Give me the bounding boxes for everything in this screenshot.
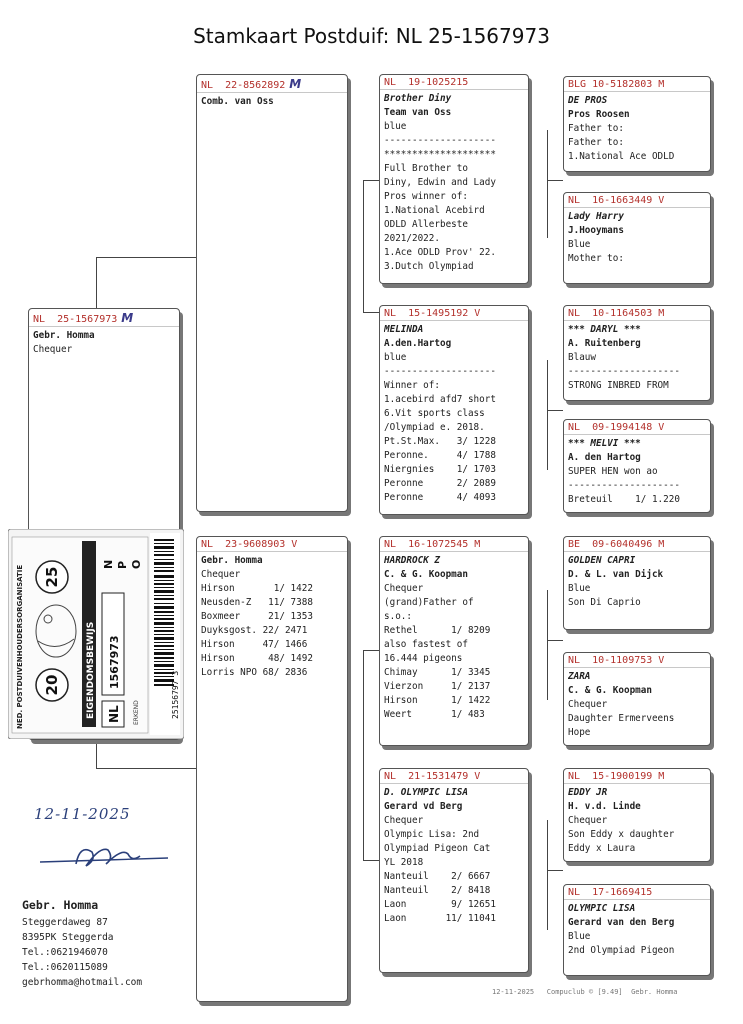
signature-icon xyxy=(36,838,176,874)
text-line: 1.acebird afd7 short xyxy=(384,394,496,405)
owner-name: Gebr. Homma xyxy=(22,898,99,912)
ring-number: NL 19-1025215 xyxy=(380,75,528,90)
text-line: Chimay 1/ 3345 xyxy=(384,667,491,678)
text-line: Neusden-Z 11/ 7388 xyxy=(201,597,313,608)
ring-number: NL 17-1669415 xyxy=(564,885,710,900)
breeder: Pros Roosen xyxy=(568,109,630,120)
connector xyxy=(96,257,97,308)
connector xyxy=(547,640,563,641)
connector xyxy=(96,768,196,769)
org-letter-p: P xyxy=(116,560,129,569)
card-body xyxy=(197,93,347,111)
breeder: C. & G. Koopman xyxy=(384,569,468,580)
text-line: -------------------- xyxy=(568,366,680,377)
text-line: Son Di Caprio xyxy=(568,597,641,608)
breeder: Gebr. Homma xyxy=(33,330,95,341)
text-line: Chequer xyxy=(568,815,608,826)
ring-number: NL 10-1109753 V xyxy=(564,653,710,668)
organisation-name: NED. POSTDUIVENHOUDERSORGANISATIE xyxy=(16,564,24,729)
breeder: A. Ruitenberg xyxy=(568,338,641,349)
ring-year-left: 20 xyxy=(43,674,61,696)
pigeon-name: *** MELVI *** xyxy=(568,438,641,449)
ring-subtitle: ERKEND xyxy=(133,700,140,725)
connector xyxy=(547,870,563,871)
great-grandparent-card xyxy=(563,652,711,746)
connector xyxy=(363,180,379,181)
card-body xyxy=(197,552,347,682)
ring-number: 1567973 xyxy=(108,635,121,689)
text-line: Rethel 1/ 8209 xyxy=(384,625,491,636)
granddam-card xyxy=(379,768,529,973)
text-line: 1.National Ace ODLD xyxy=(568,151,675,162)
card-body xyxy=(380,90,528,276)
text-line: Hirson 1/ 1422 xyxy=(201,583,313,594)
ring-number: NL 15-1495192 V xyxy=(380,306,528,321)
owner-phone-2: Tel.:0620115089 xyxy=(22,962,108,973)
breeder: C. & G. Koopman xyxy=(568,685,652,696)
pigeon-name: GOLDEN CAPRI xyxy=(568,555,636,566)
card-body xyxy=(564,552,710,612)
text-line: Vierzon 1/ 2137 xyxy=(384,681,491,692)
text-line: /Olympiad e. 2018. xyxy=(384,422,485,433)
card-body xyxy=(380,552,528,724)
footer-print-info: 12-11-2025 Compuclub © [9.49] Gebr. Homma xyxy=(492,988,678,996)
pigeon-name: D. OLYMPIC LISA xyxy=(384,787,468,798)
connector xyxy=(96,740,97,768)
breeder: A.den.Hartog xyxy=(384,338,452,349)
connector xyxy=(96,257,196,258)
breeder: Team van Oss xyxy=(384,107,452,118)
connector xyxy=(363,312,379,313)
card-body xyxy=(564,208,710,268)
pigeon-name: OLYMPIC LISA xyxy=(568,903,636,914)
connector xyxy=(547,410,563,411)
card-body xyxy=(564,321,710,395)
text-line: Laon 11/ 11041 xyxy=(384,913,496,924)
text-line: SUPER HEN won ao xyxy=(568,466,658,477)
breeder: J.Hooymans xyxy=(568,225,624,236)
text-line: Chequer xyxy=(384,583,424,594)
text-line: Boxmeer 21/ 1353 xyxy=(201,611,313,622)
card-body xyxy=(29,327,179,359)
text-line: Peronne 4/ 4093 xyxy=(384,492,496,503)
card-body xyxy=(564,784,710,858)
text-line: Eddy x Laura xyxy=(568,843,636,854)
pigeon-name: Brother Diny xyxy=(384,93,452,104)
text-line: 2021/2022. xyxy=(384,233,440,244)
org-letter-o: O xyxy=(130,559,143,569)
ring-number: NL 16-1663449 V xyxy=(564,193,710,208)
ring-number: NL 23-9608903 V xyxy=(197,537,347,552)
page-title: Stamkaart Postduif: NL 25-1567973 xyxy=(193,24,550,48)
connector xyxy=(547,590,548,700)
ring-number: NL 22-8562892 xyxy=(201,80,286,91)
text-line: Blue xyxy=(568,931,591,942)
breeder: Gerard vd Berg xyxy=(384,801,463,812)
text-line: YL 2018 xyxy=(384,857,424,868)
breeder: D. & L. van Dijck xyxy=(568,569,664,580)
pigeon-name: *** DARYL *** xyxy=(568,324,641,335)
text-line: 3.Dutch Olympiad xyxy=(384,261,474,272)
connector xyxy=(547,180,563,181)
sex-mark: M xyxy=(289,77,302,91)
pigeon-name: MELINDA xyxy=(384,324,424,335)
ring-number: NL 15-1900199 M xyxy=(564,769,710,784)
great-grandparent-card xyxy=(563,768,711,862)
ring-number: NL 10-1164503 M xyxy=(564,306,710,321)
text-line: Laon 9/ 12651 xyxy=(384,899,496,910)
text-line: Hirson 1/ 1422 xyxy=(384,695,491,706)
ring-country: NL xyxy=(107,705,121,723)
great-grandparent-card xyxy=(563,884,711,976)
text-line: Hirson 48/ 1492 xyxy=(201,653,313,664)
ownership-ring-card xyxy=(8,529,184,739)
sire-card xyxy=(196,74,348,512)
connector xyxy=(363,650,364,860)
text-line: Peronne. 4/ 1788 xyxy=(384,450,496,461)
card-body xyxy=(564,668,710,742)
great-grandparent-card xyxy=(563,419,711,513)
text-line: Blue xyxy=(568,583,591,594)
breeder: Comb. van Oss xyxy=(201,96,274,107)
text-line: Peronne 2/ 2089 xyxy=(384,478,496,489)
document-type: EIGENDOMSBEWIJS xyxy=(86,621,96,719)
text-line: Breteuil 1/ 1.220 xyxy=(568,494,680,505)
owner-email: gebrhomma@hotmail.com xyxy=(22,977,143,988)
text-line: Blauw xyxy=(568,352,596,363)
card-body xyxy=(564,435,710,509)
connector xyxy=(363,860,379,861)
ring-number: NL 09-1994148 V xyxy=(564,420,710,435)
great-grandparent-card xyxy=(563,536,711,630)
text-line: 2nd Olympiad Pigeon xyxy=(568,945,675,956)
text-line: Weert 1/ 483 xyxy=(384,709,485,720)
great-grandparent-card xyxy=(563,192,711,284)
text-line: blue xyxy=(384,121,407,132)
pigeon-name: ZARA xyxy=(568,671,591,682)
pigeon-name: Lady Harry xyxy=(568,211,624,222)
color: Chequer xyxy=(33,344,73,355)
owner-street: Steggerdaweg 87 xyxy=(22,917,108,928)
text-line: 6.Vit sports class xyxy=(384,408,485,419)
grandsire-dam-card xyxy=(379,305,529,515)
ring-number: NL 16-1072545 M xyxy=(380,537,528,552)
text-line: 1.Ace ODLD Prov' 22. xyxy=(384,247,496,258)
text-line: Hirson 47/ 1466 xyxy=(201,639,308,650)
pigeon-name: EDDY JR xyxy=(568,787,608,798)
great-grandparent-card xyxy=(563,305,711,401)
granddam-sire-card xyxy=(379,536,529,746)
connector xyxy=(363,180,364,312)
text-line: Mother to: xyxy=(568,253,624,264)
text-line: also fastest of xyxy=(384,639,468,650)
ring-number: BLG 10-5182803 M xyxy=(564,77,710,92)
text-line: 1.National Acebird xyxy=(384,205,485,216)
text-line: Chequer xyxy=(384,815,424,826)
text-line: s.o.: xyxy=(384,611,412,622)
text-line: STRONG INBRED FROM xyxy=(568,380,669,391)
pigeon-name: DE PROS xyxy=(568,95,608,106)
text-line: -------------------- xyxy=(568,480,680,491)
dam-card xyxy=(196,536,348,1002)
connector xyxy=(547,130,548,238)
owner-address xyxy=(22,898,142,990)
text-line: Olympic Lisa: 2nd xyxy=(384,829,480,840)
text-line: Chequer xyxy=(568,699,608,710)
ring-year-right: 25 xyxy=(43,566,61,588)
breeder: Gerard van den Berg xyxy=(568,917,675,928)
breeder: Gebr. Homma xyxy=(201,555,263,566)
ring-number: NL 25-1567973 xyxy=(33,314,118,325)
text-line: Father to: xyxy=(568,123,624,134)
handwritten-date: 12-11-2025 xyxy=(34,805,131,823)
sex-mark: M xyxy=(121,311,134,325)
owner-phone-1: Tel.:0621946070 xyxy=(22,947,108,958)
text-line: Son Eddy x daughter xyxy=(568,829,675,840)
ring-number: NL 21-1531479 V xyxy=(380,769,528,784)
text-line: ODLD Allerbeste xyxy=(384,219,468,230)
text-line: -------------------- xyxy=(384,135,496,146)
breeder: H. v.d. Linde xyxy=(568,801,641,812)
card-body xyxy=(564,900,710,960)
card-body xyxy=(380,784,528,928)
text-line: Niergnies 1/ 1703 xyxy=(384,464,496,475)
text-line: Winner of: xyxy=(384,380,440,391)
text-line: blue xyxy=(384,352,407,363)
text-line: Full Brother to xyxy=(384,163,468,174)
text-line: (grand)Father of xyxy=(384,597,474,608)
owner-city: 8395PK Steggerda xyxy=(22,932,114,943)
text-line: Lorris NPO 68/ 2836 xyxy=(201,667,308,678)
text-line: Olympiad Pigeon Cat xyxy=(384,843,491,854)
ring-number: BE 09-6040496 M xyxy=(564,537,710,552)
barcode-number: 25156797 3 xyxy=(171,670,180,719)
text-line: ******************** xyxy=(384,149,496,160)
text-line: Duyksgost. 22/ 2471 xyxy=(201,625,308,636)
text-line: Pros winner of: xyxy=(384,191,468,202)
connector xyxy=(547,820,548,930)
text-line: Pt.St.Max. 3/ 1228 xyxy=(384,436,496,447)
text-line: Hope xyxy=(568,727,591,738)
text-line: Diny, Edwin and Lady xyxy=(384,177,496,188)
connector xyxy=(547,360,548,470)
text-line: Daughter Ermerveens xyxy=(568,713,675,724)
grandsire-card xyxy=(379,74,529,284)
card-body xyxy=(380,321,528,507)
card-body xyxy=(564,92,710,166)
text-line: Blue xyxy=(568,239,591,250)
text-line: -------------------- xyxy=(384,366,496,377)
text-line: Father to: xyxy=(568,137,624,148)
text-line: Nanteuil 2/ 8418 xyxy=(384,885,491,896)
org-letter-n: N xyxy=(102,559,115,569)
connector xyxy=(363,650,379,651)
great-grandparent-card xyxy=(563,76,711,172)
text-line: Nanteuil 2/ 6667 xyxy=(384,871,491,882)
text-line: Chequer xyxy=(201,569,241,580)
text-line: 16.444 pigeons xyxy=(384,653,463,664)
pigeon-name: HARDROCK Z xyxy=(384,555,440,566)
breeder: A. den Hartog xyxy=(568,452,641,463)
